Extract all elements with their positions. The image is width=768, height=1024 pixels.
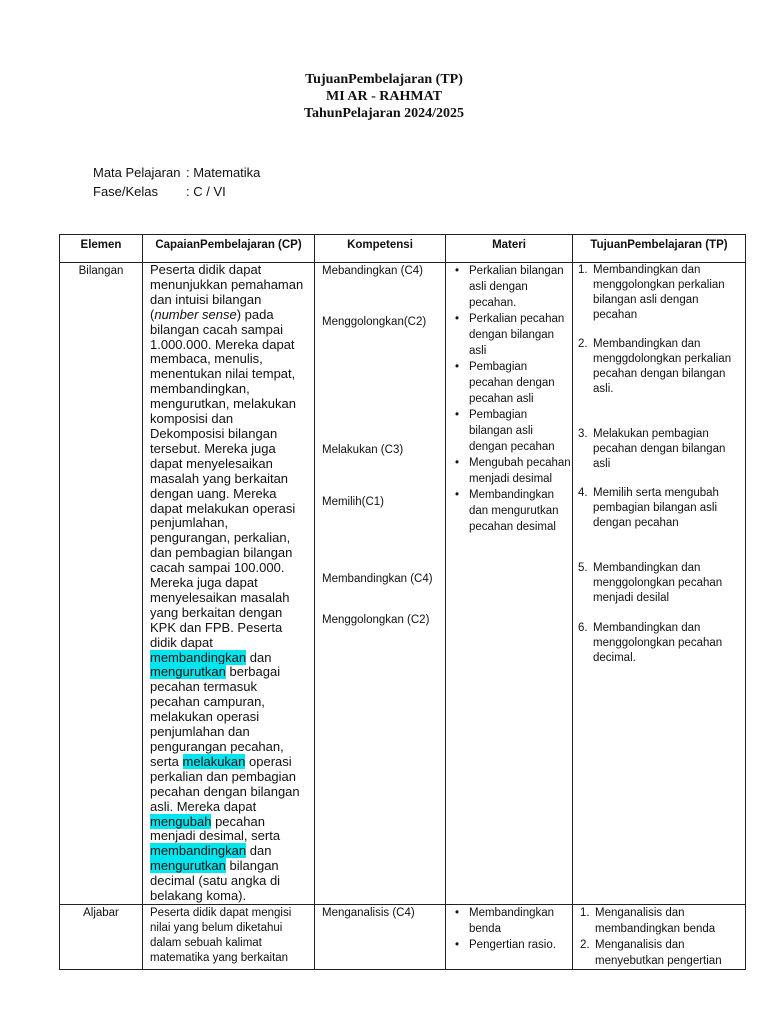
highlighted-keyword: melakukan	[182, 753, 246, 769]
list-item	[580, 905, 745, 937]
kompetensi-item: Mebandingkan (C4)	[322, 265, 424, 277]
cp-text	[150, 263, 308, 904]
materi-list	[446, 263, 572, 535]
list-text: Menganalisis dan membandingkan benda	[595, 906, 716, 935]
tp-list	[573, 905, 745, 969]
list-item	[578, 621, 744, 666]
list-item: • Pembagian bilangan asli dengan pecahan	[455, 407, 572, 455]
school-name: MI AR - RAHMAT	[325, 89, 442, 104]
cp-text-segment: berbagai pecahan termasuk pecahan campuran, melakukan operasi penjumlahan dan pengurangan pecahan, serta	[150, 664, 284, 769]
header-materi: Materi	[446, 235, 573, 263]
list-number: 1.	[578, 264, 588, 276]
cp-text-segment: operasi perkalian dan pembagian pecahan dengan bilangan asli. Mereka dapat	[150, 753, 300, 814]
list-text: Membandingkan dan menggolongkan pecahan menjadi desilal	[593, 562, 723, 604]
cp-text-segment: bilangan decimal (satu angka di belakang koma).	[150, 858, 281, 904]
kompetensi-item: Membandingkan (C4)	[322, 573, 433, 585]
cp-text-segment: Peserta didik dapat menunjukkan pemahaman dan intuisi bilangan (	[150, 262, 304, 322]
list-item: • Pengertian rasio.	[455, 937, 572, 953]
phase-value: : C / VI	[186, 184, 226, 199]
highlighted-keyword: membandingkan	[150, 649, 247, 665]
list-number: 1.	[580, 906, 590, 919]
kompetensi-item: Menganalisis (C4)	[322, 906, 415, 919]
elemen-cell: Bilangan	[60, 263, 143, 905]
cp-text-segment: dan	[246, 649, 272, 665]
kompetensi-cell	[315, 904, 446, 969]
list-text: Memilih serta mengubah pembagian bilangan asli dengan pecahan	[593, 487, 719, 529]
tp-cell	[573, 904, 746, 969]
list-text: Menganalisis dan menyebutkan pengertian	[595, 938, 722, 967]
list-item	[578, 427, 744, 472]
elemen-cell: Aljabar	[60, 904, 143, 969]
list-number: 2.	[580, 938, 590, 951]
materi-list	[446, 905, 572, 953]
phase-line	[93, 184, 226, 199]
list-text: Membandingkan dan menggolongkan pecahan decimal.	[593, 622, 723, 664]
header-elemen: Elemen	[60, 235, 143, 263]
kompetensi-item: Menggolongkan(C2)	[322, 316, 427, 328]
list-number: 3.	[578, 428, 588, 440]
materi-cell	[446, 904, 573, 969]
list-number: 6.	[578, 622, 588, 634]
table-row-aljabar	[60, 904, 746, 969]
list-item: • Pembagian pecahan dengan pecahan asli	[455, 359, 572, 407]
table-row-bilangan	[60, 263, 746, 905]
kompetensi-item: Menggolongkan (C2)	[322, 614, 430, 626]
cp-text-segment: dan	[246, 843, 272, 859]
list-text: Melakukan pembagian pecahan dengan bilangan asli	[593, 428, 726, 470]
header-cp: CapaianPembelajaran (CP)	[143, 235, 315, 263]
header-kompetensi: Kompetensi	[315, 235, 446, 263]
list-item	[578, 263, 744, 323]
highlighted-keyword: mengurutkan	[150, 664, 226, 680]
list-item: • Perkalian bilangan asli dengan pecahan.	[455, 263, 572, 311]
phase-label: Fase/Kelas	[93, 184, 159, 199]
tp-cell	[573, 263, 746, 905]
highlighted-keyword: mengubah	[150, 813, 212, 829]
header-tp: TujuanPembelajaran (TP)	[573, 235, 746, 263]
list-item: • Membandingkan dan mengurutkan pecahan desimal	[455, 487, 572, 535]
subject-value: : Matematika	[186, 165, 261, 180]
cp-text-segment: pecahan menjadi desimal, serta	[150, 813, 281, 844]
document-title: TujuanPembelajaran (TP)	[305, 72, 463, 87]
materi-cell	[446, 263, 573, 905]
italic-term: number sense	[154, 306, 237, 322]
subject-line	[93, 165, 260, 180]
list-text: Membandingkan dan menggdolongkan perkalian pecahan dengan bilangan asli.	[593, 338, 732, 395]
list-item	[578, 337, 744, 397]
list-item: • Membandingkan benda	[455, 905, 572, 937]
list-number: 4.	[578, 487, 588, 499]
table-header-row	[60, 235, 746, 263]
cp-cell	[143, 263, 315, 905]
cp-text-segment: ) pada bilangan cacah sampai 1.000.000. Mereka dapat membaca, menulis, menentukan nilai tempat, membandingkan, mengurutkan, melakukan komposisi dan Dekomposisi bilangan tersebut. Mereka juga dapat menyelesaikan masalah yang berkaitan dengan uang. Mereka dapat melakukan operasi penjumlahan, pengurangan, perkalian, dan pembagian bilangan cacah sampai 100.000. Mereka juga dapat menyelesaikan masalah yang berkaitan dengan KPK dan FPB. Peserta didik dapat	[150, 306, 296, 650]
kompetensi-cell	[315, 263, 446, 905]
list-item: • Mengubah pecahan menjadi desimal	[455, 455, 572, 487]
kompetensi-item: Melakukan (C3)	[322, 444, 404, 456]
list-item	[578, 486, 744, 531]
cp-cell: Peserta didik dapat mengisi nilai yang belum diketahui dalam sebuah kalimat matematika yang berkaitan	[143, 904, 315, 969]
subject-label: Mata Pelajaran	[93, 165, 181, 180]
academic-year: TahunPelajaran 2024/2025	[303, 106, 465, 121]
list-item	[578, 561, 744, 606]
list-item: • Perkalian pecahan dengan bilangan asli	[455, 311, 572, 359]
list-number: 5.	[578, 562, 588, 574]
list-item	[580, 937, 745, 969]
tp-table	[59, 234, 746, 970]
kompetensi-item: Memilih(C1)	[322, 496, 384, 508]
highlighted-keyword: mengurutkan	[150, 858, 226, 874]
list-text: Membandingkan dan menggolongkan perkalian bilangan asli dengan pecahan	[593, 264, 725, 321]
list-number: 2.	[578, 338, 588, 350]
highlighted-keyword: membandingkan	[150, 843, 247, 859]
